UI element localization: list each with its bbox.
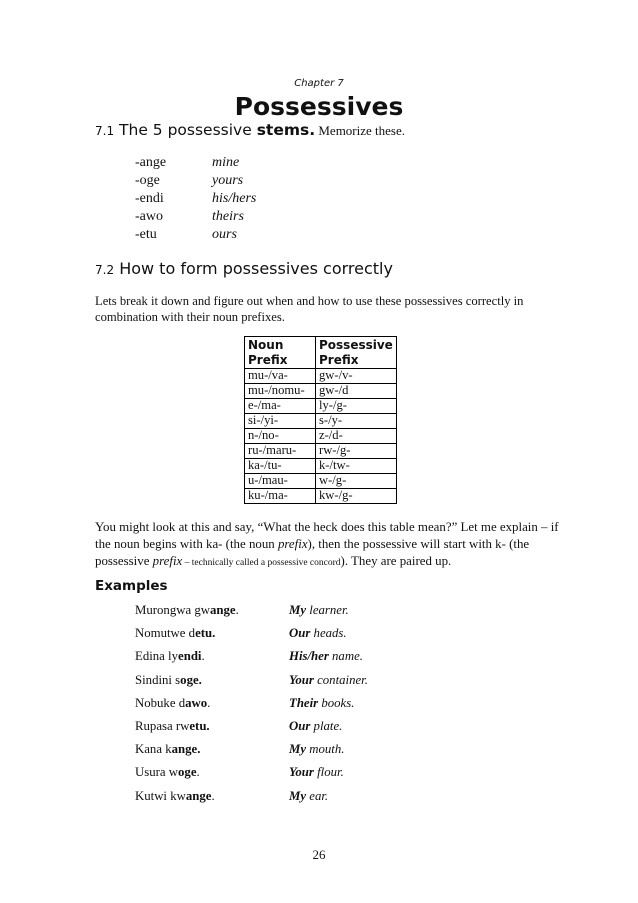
example-translation: Your flour. — [289, 765, 344, 780]
example-word: Kutwi kwange. — [135, 788, 215, 803]
example-translation: My mouth. — [289, 742, 345, 757]
stem-meaning: yours — [212, 173, 244, 188]
header-noun-prefix: Noun Prefix — [245, 337, 316, 369]
stem: -awo — [135, 209, 163, 224]
table-row — [245, 399, 397, 414]
chapter-label: Chapter 7 — [294, 78, 344, 89]
stem: -ange — [135, 155, 167, 170]
noun-prefix-cell: ku-/ma- — [245, 489, 316, 504]
example-translation: Their books. — [289, 695, 355, 710]
section-heading-7-1 — [95, 121, 405, 139]
example-row — [135, 649, 495, 672]
possessive-prefix-cell: gw-/d — [316, 384, 397, 399]
example-translation: Our heads. — [289, 626, 347, 641]
stem: -endi — [135, 191, 164, 206]
example-word: Edina lyendi. — [135, 649, 205, 664]
table-row — [245, 414, 397, 429]
possessive-prefix-cell: k-/tw- — [316, 459, 397, 474]
stem-meaning: his/hers — [212, 191, 257, 206]
example-word: Sindini soge. — [135, 672, 202, 687]
possessive-prefix-cell: s-/y- — [316, 414, 397, 429]
example-row — [135, 696, 495, 719]
section-heading-note: Memorize these. — [315, 123, 405, 138]
section-heading-emphasis: stems. — [256, 121, 316, 139]
prefix-table-header — [245, 337, 397, 369]
stem-meaning: theirs — [212, 209, 244, 224]
example-translation: His/her name. — [289, 649, 363, 664]
section-heading-7-2 — [95, 259, 393, 278]
example-row — [135, 603, 495, 626]
possessive-prefix-cell: z-/d- — [316, 429, 397, 444]
example-row — [135, 742, 495, 765]
stem-list — [135, 155, 335, 245]
examples-list — [135, 603, 495, 812]
possessive-prefix-cell: kw-/g- — [316, 489, 397, 504]
noun-prefix-cell: u-/mau- — [245, 474, 316, 489]
section-number: 7.1 — [95, 124, 115, 138]
stem: -oge — [135, 173, 160, 188]
page-number: 26 — [312, 847, 326, 862]
table-row — [245, 459, 397, 474]
example-row — [135, 719, 495, 742]
table-row — [245, 369, 397, 384]
example-word: Usura woge. — [135, 765, 200, 780]
possessive-prefix-cell: w-/g- — [316, 474, 397, 489]
table-row — [245, 429, 397, 444]
examples-heading: Examples — [95, 578, 168, 594]
noun-prefix-cell: mu-/nomu- — [245, 384, 316, 399]
intro-paragraph: Lets break it down and figure out when and how to use these possessives correctly in combination with their noun prefixes. — [95, 294, 524, 324]
table-row — [245, 489, 397, 504]
noun-prefix-cell: e-/ma- — [245, 399, 316, 414]
example-row — [135, 673, 495, 696]
page-title: Possessives — [234, 92, 404, 121]
header-possessive-prefix: Possessive Prefix — [316, 337, 397, 369]
example-row — [135, 765, 495, 788]
example-translation: Your container. — [289, 672, 368, 687]
noun-prefix-cell: si-/yi- — [245, 414, 316, 429]
possessive-prefix-cell: gw-/v- — [316, 369, 397, 384]
example-translation: My learner. — [289, 603, 349, 617]
noun-prefix-cell: ka-/tu- — [245, 459, 316, 474]
example-word: Nobuke dawo. — [135, 695, 211, 710]
section-heading-text: The 5 possessive — [119, 121, 257, 139]
possessive-prefix-cell: ly-/g- — [316, 399, 397, 414]
possessive-prefix-cell: rw-/g- — [316, 444, 397, 459]
stem-row — [135, 209, 335, 227]
stem-row — [135, 227, 335, 245]
section-number: 7.2 — [95, 263, 115, 277]
table-row — [245, 384, 397, 399]
stem-meaning: mine — [212, 155, 240, 170]
stem: -etu — [135, 227, 157, 242]
noun-prefix-cell: mu-/va- — [245, 369, 316, 384]
example-row — [135, 789, 495, 812]
footnote-note: – technically called a possessive concord — [182, 558, 341, 568]
example-translation: Our plate. — [289, 718, 343, 733]
example-row — [135, 626, 495, 649]
stem-row — [135, 155, 335, 173]
example-word: Kana kange. — [135, 742, 201, 757]
noun-prefix-cell: ru-/maru- — [245, 444, 316, 459]
example-word: Murongwa gwange. — [135, 603, 239, 617]
example-word: Rupasa rwetu. — [135, 718, 210, 733]
table-row — [245, 444, 397, 459]
prefix-table — [244, 336, 397, 504]
example-word: Nomutwe detu. — [135, 626, 216, 641]
table-row — [245, 474, 397, 489]
explanation-paragraph: You might look at this and say, “What the heck does this table mean?” Let me explain – if the noun begins with ka- (the noun prefix), then the possessive will start with k- (the possessive prefix – technically called a possessive concord). They are paired up. — [95, 520, 559, 568]
stem-meaning: ours — [212, 227, 237, 242]
stem-row — [135, 173, 335, 191]
example-translation: My ear. — [289, 788, 329, 803]
section-heading-text: How to form possessives correctly — [119, 259, 393, 278]
noun-prefix-cell: n-/no- — [245, 429, 316, 444]
stem-row — [135, 191, 335, 209]
